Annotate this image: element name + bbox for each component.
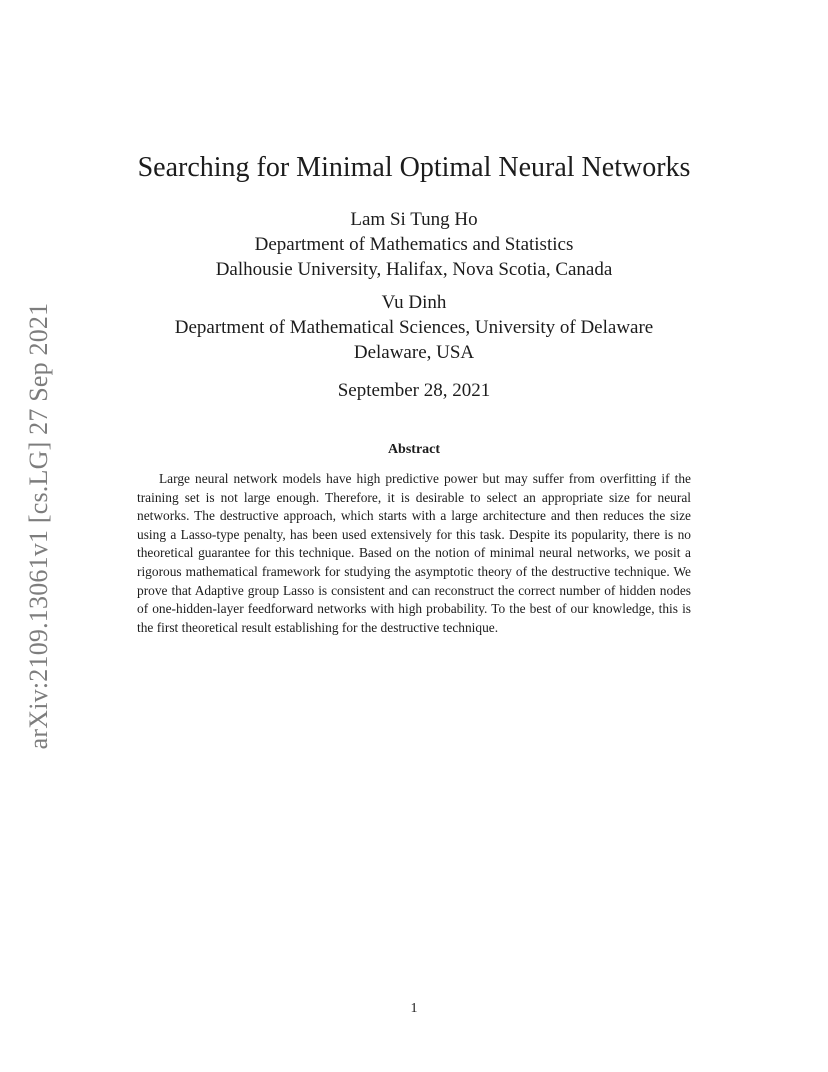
author-affiliation: Dalhousie University, Halifax, Nova Scotia, Canada (215, 259, 613, 280)
author-affiliation: Delaware, USA (353, 342, 475, 363)
author-name: Vu Dinh (381, 292, 447, 313)
arxiv-identifier-stamp: arXiv:2109.13061v1 [cs.LG] 27 Sep 2021 (24, 302, 53, 750)
page-number: 1 (410, 1001, 418, 1016)
paper-title: Searching for Minimal Optimal Neural Networks (137, 152, 691, 183)
author-affiliation: Department of Mathematical Sciences, University of Delaware (174, 317, 654, 338)
abstract-heading: Abstract (387, 442, 441, 457)
author-affiliation: Department of Mathematics and Statistics (254, 234, 574, 255)
abstract-text: Large neural network models have high predictive power but may suffer from overfitting if the training set is not large enough. Therefore, it is desirable to select an appropriate size for neural networks. The destructive approach, which starts with a large architecture and then reduces the size using a Lasso-type penalty, has been used extensively for this task. Despite its popularity, there is no theoretical guarantee for this technique. Based on the notion of minimal neural networks, we posit a rigorous mathematical framework for studying the asymptotic theory of the destructive technique. We prove that Adaptive group Lasso is consistent and can reconstruct the correct number of hidden nodes of one-hidden-layer feedforward networks with high probability. To the best of our knowledge, this is the first theoretical result establishing for the destructive technique. (137, 471, 691, 635)
author-name: Lam Si Tung Ho (350, 209, 478, 230)
paper-date: September 28, 2021 (337, 380, 491, 401)
